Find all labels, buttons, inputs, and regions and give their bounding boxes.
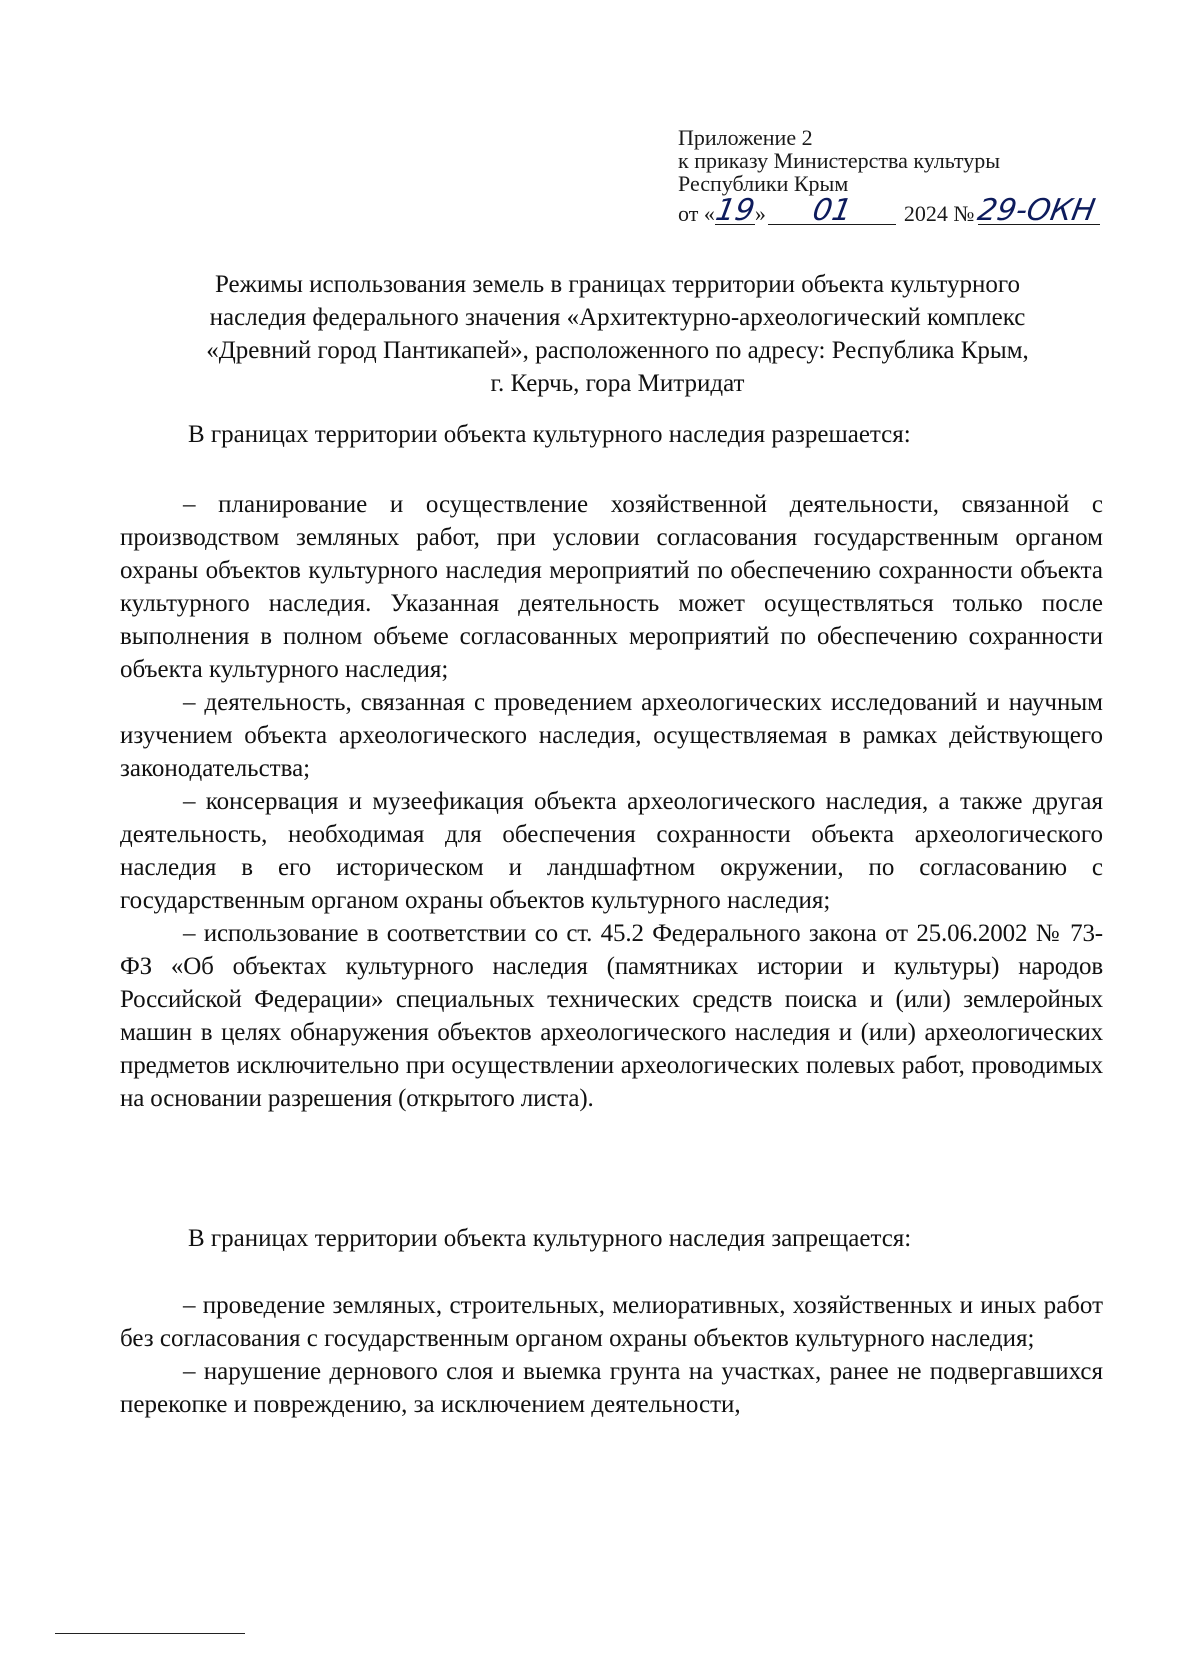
appendix-block: [678, 125, 1118, 228]
date-month-field: [768, 193, 896, 228]
allowed-heading: В границах территории объекта культурного наследия разрешается:: [188, 421, 911, 448]
allowed-item: – планирование и осуществление хозяйственной деятельности, связанной с производством земляных работ, при условии согласования государственным органом охраны объектов культурного наследия мероприятий по обеспечению сохранности объекта культурного наследия. Указанная деятельность может осуществляться только после выполнения в полном объеме согласованных мероприятий по обеспечению сохранности объекта культурного наследия;: [120, 491, 1103, 683]
order-date-line: [678, 193, 1118, 228]
forbidden-item: – проведение земляных, строительных, мелиоративных, хозяйственных и иных работ без согласования с государственным органом охраны объектов культурного наследия;: [120, 1292, 1103, 1352]
order-number-handwritten: 29-ОКН: [975, 193, 1098, 228]
allowed-item: – использование в соответствии со ст. 45.2 Федерального закона от 25.06.2002 № 73-ФЗ «Об объектах культурного наследия (памятниках истории и культуры) народов Российской Федерации» специальных технических средств поиска и (или) землеройных машин в целях обнаружения объектов археологического наследия и (или) археологических предметов исключительно при осуществлении археологических полевых работ, проводимых на основании разрешения (открытого листа).: [120, 920, 1103, 1112]
order-year-number-label: 2024 №: [903, 201, 975, 226]
date-day-close: »: [754, 201, 766, 226]
allowed-item: – консервация и музеефикация объекта археологического наследия, а также другая деятельность, необходимая для обеспечения сохранности объекта археологического наследия в его историческом и ландшафтном окружении, по согласованию с государственным органом охраны объектов культурного наследия;: [120, 788, 1103, 914]
date-day-handwritten: 19: [712, 193, 758, 228]
date-month-handwritten: 01: [809, 193, 855, 228]
allowed-item: – деятельность, связанная с проведением археологических исследований и научным изучением объекта археологического наследия, осуществляемая в рамках действующего законодательства;: [120, 689, 1103, 782]
footnote-divider: [55, 1633, 245, 1634]
order-number-field: [975, 193, 1100, 228]
title-line: Режимы использования земель в границах территории объекта культурного: [214, 271, 1021, 298]
forbidden-item: – нарушение дернового слоя и выемка грунта на участках, ранее не подвергавшихся перекопке и повреждению, за исключением деятельности,: [120, 1358, 1103, 1418]
title-line: г. Керчь, гора Митридат: [490, 370, 745, 397]
allowed-list: [120, 488, 1103, 1115]
title-line: «Древний город Пантикапей», расположенного по адресу: Республика Крым,: [206, 337, 1029, 364]
date-day-field: [712, 193, 758, 228]
appendix-ministry: Республики Крым: [678, 171, 849, 196]
forbidden-heading: В границах территории объекта культурного наследия запрещается:: [188, 1225, 912, 1252]
appendix-title: Приложение 2: [678, 125, 813, 150]
title-line: наследия федерального значения «Архитектурно-археологический комплекс: [209, 304, 1026, 331]
appendix-order-ref: к приказу Министерства культуры: [678, 148, 1001, 173]
document-title: [150, 268, 1085, 400]
forbidden-list: [120, 1289, 1103, 1421]
date-prefix: от «: [678, 201, 715, 226]
